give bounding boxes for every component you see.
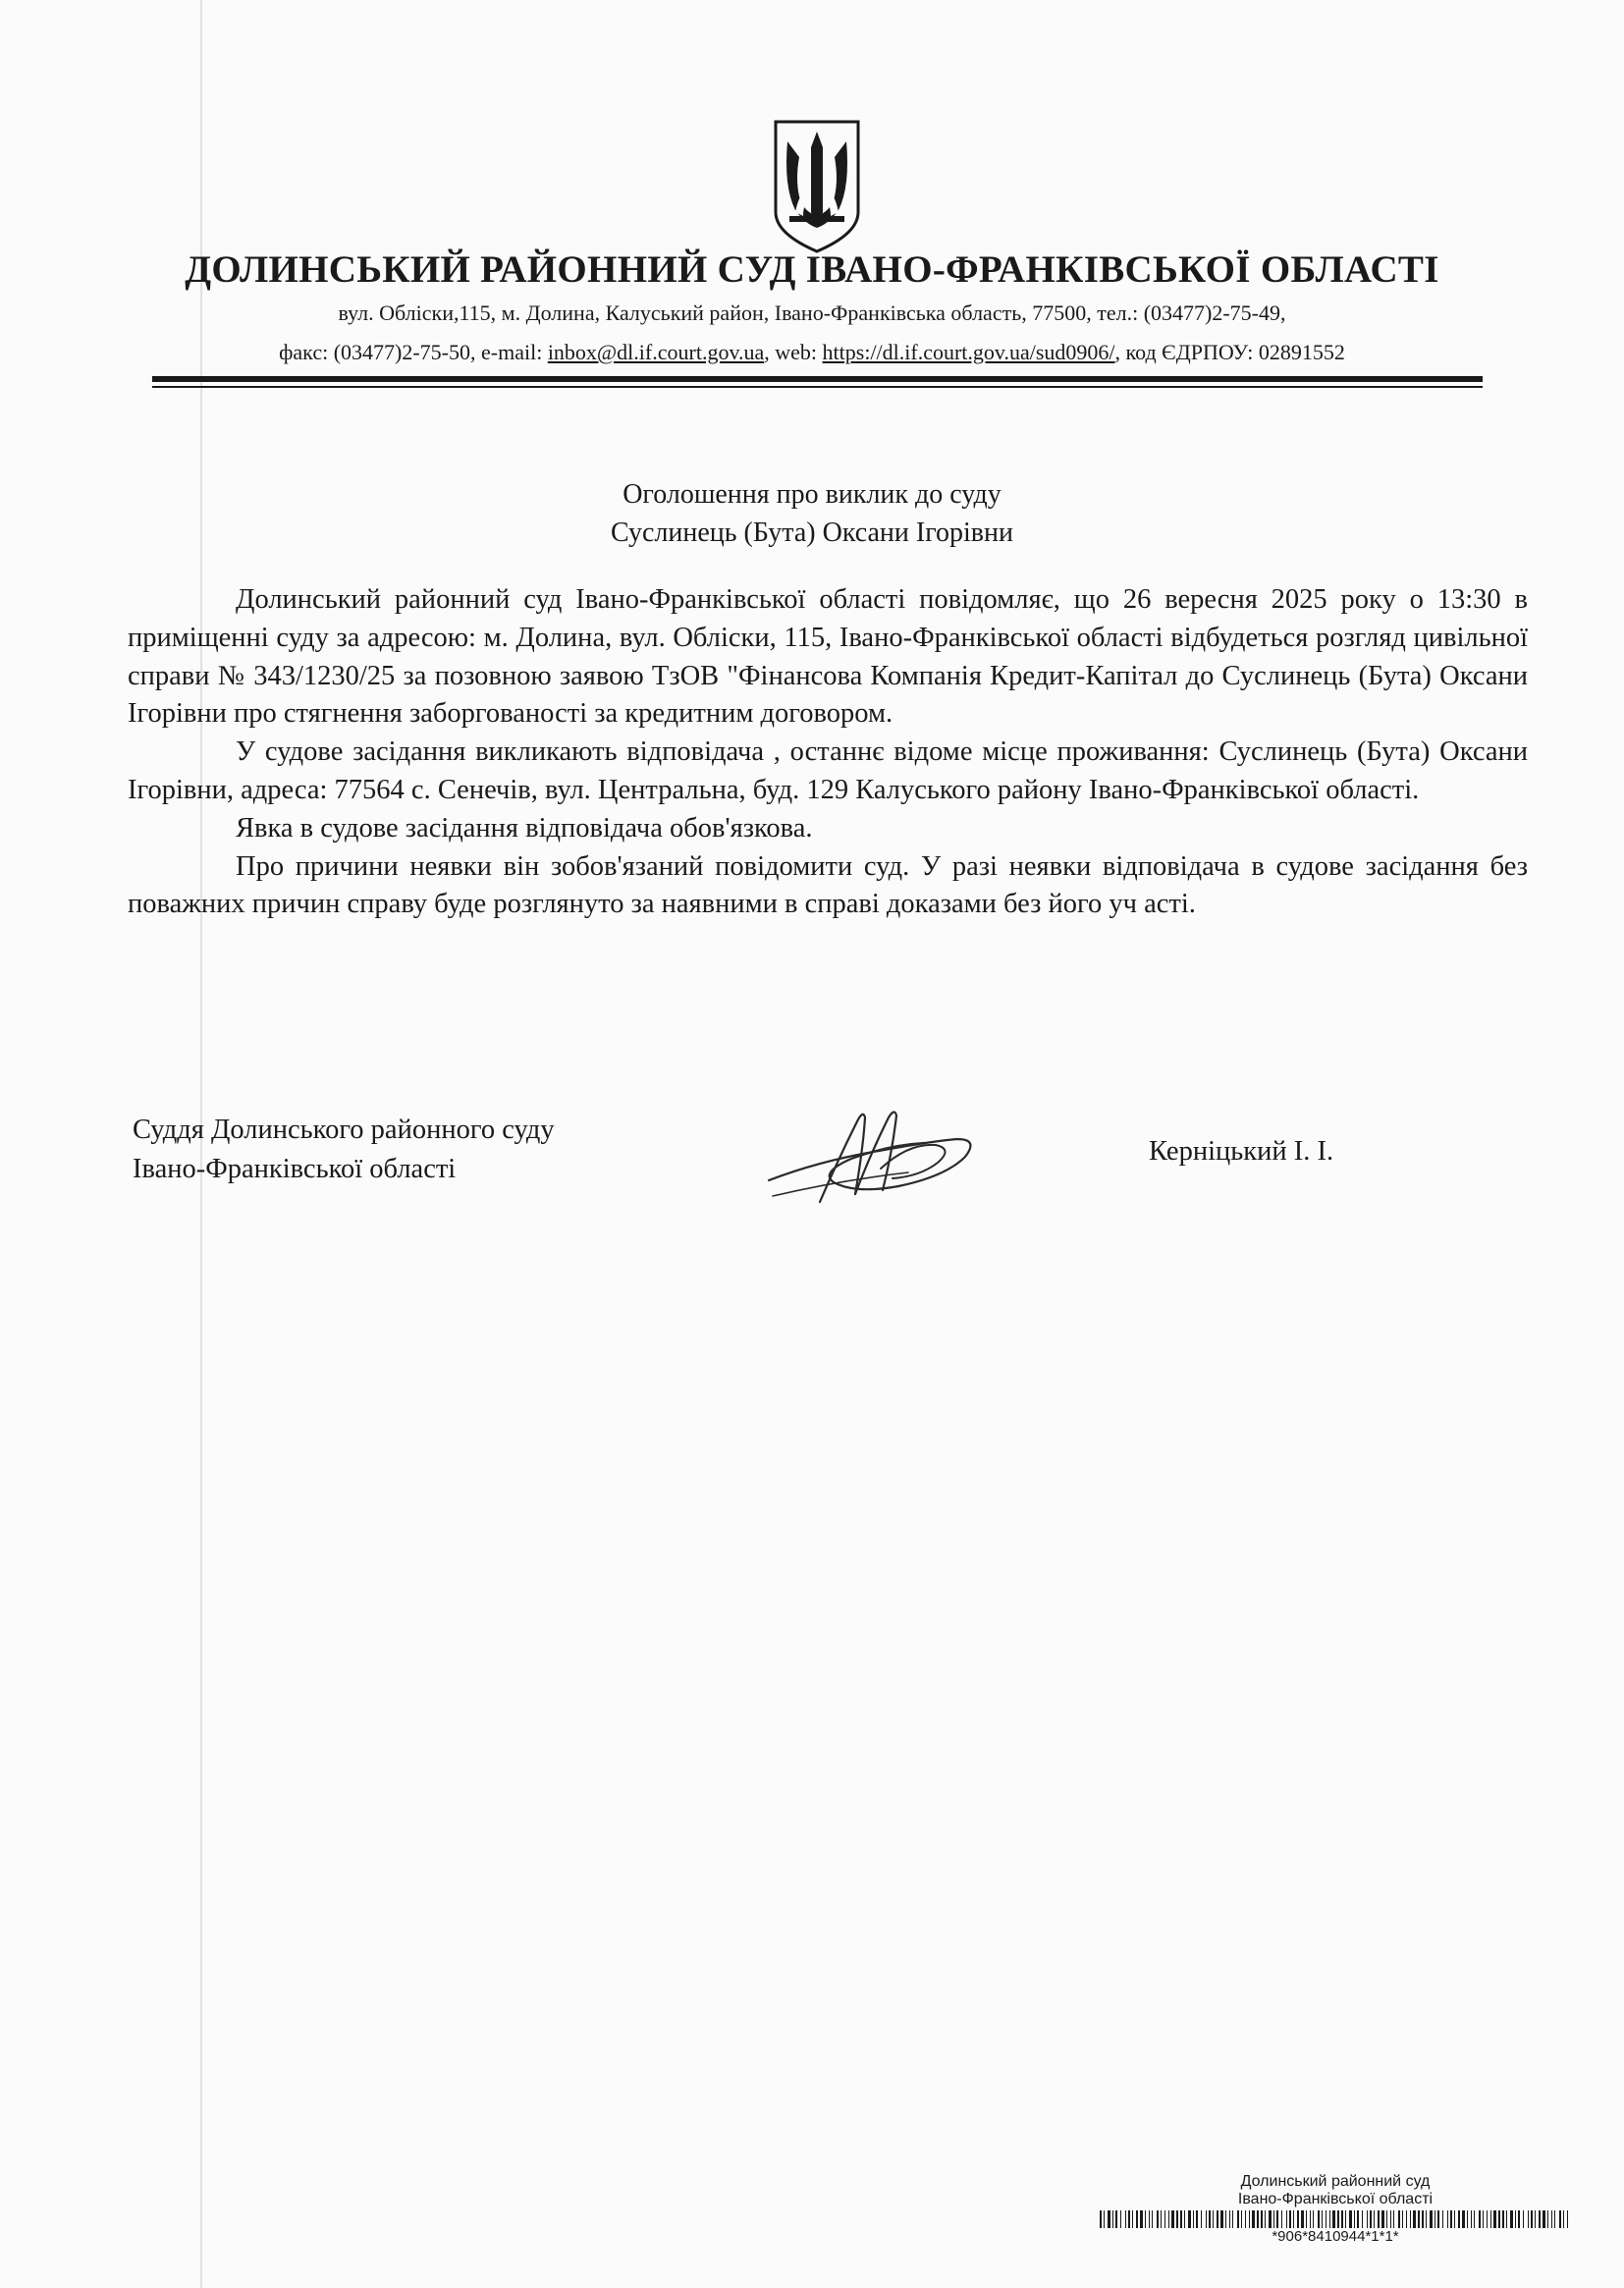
barcode-bar xyxy=(1265,2210,1266,2228)
barcode-bar xyxy=(1345,2210,1346,2228)
barcode-bar xyxy=(1293,2210,1294,2228)
barcode-bar xyxy=(1201,2210,1202,2228)
barcode-icon xyxy=(1100,2210,1571,2228)
barcode-bar xyxy=(1132,2210,1133,2228)
barcode-bar xyxy=(1149,2210,1150,2228)
barcode-bar xyxy=(1220,2210,1223,2228)
barcode-bar xyxy=(1217,2210,1218,2228)
barcode-bar xyxy=(1108,2210,1110,2228)
barcode-bar xyxy=(1289,2210,1291,2228)
barcode-bar xyxy=(1318,2210,1320,2228)
barcode-bar xyxy=(1193,2210,1194,2228)
barcode-bar xyxy=(1115,2210,1117,2228)
barcode-bar xyxy=(1164,2210,1165,2228)
barcode-bar xyxy=(1329,2210,1330,2228)
barcode-bar xyxy=(1171,2210,1174,2228)
barcode-bar xyxy=(1128,2210,1130,2228)
paragraph-attendance: Явка в судове засідання відповідача обов'язкова. xyxy=(236,812,813,844)
barcode-bar xyxy=(1104,2210,1105,2228)
barcode-bar xyxy=(1467,2210,1468,2228)
barcode-bar xyxy=(1168,2210,1169,2228)
barcode-bar xyxy=(1206,2210,1207,2228)
fax-text: факс: (03477)2-75-50, e-mail: xyxy=(279,340,548,364)
barcode-bar xyxy=(1112,2210,1113,2228)
barcode-bar xyxy=(1418,2210,1420,2228)
paragraph-defendant-summons: У судове засідання викликають відповідача , останнє відоме місце проживання: Суслинець (Бута) Оксани Ігорівни, адреса: 77564 с. Сенечів, вул. Центральна, буд. 129 Калуського району Івано-Франківської області. xyxy=(128,736,1528,805)
barcode-bar xyxy=(1506,2210,1507,2228)
barcode-bar xyxy=(1269,2210,1272,2228)
barcode-bar xyxy=(1442,2210,1443,2228)
barcode-bar xyxy=(1257,2210,1259,2228)
judge-name: Керніцький І. І. xyxy=(1149,1136,1334,1167)
barcode-bar xyxy=(1100,2210,1102,2228)
barcode-bar xyxy=(1413,2210,1416,2228)
barcode-bar xyxy=(1510,2210,1513,2228)
court-contacts-line xyxy=(147,340,1477,365)
barcode-bar xyxy=(1471,2210,1472,2228)
barcode-bar xyxy=(1381,2210,1384,2228)
barcode-bar xyxy=(1152,2210,1153,2228)
barcode-bar xyxy=(1402,2210,1403,2228)
barcode-bar xyxy=(1252,2210,1255,2228)
barcode-bar xyxy=(1390,2210,1391,2228)
barcode-bar xyxy=(1515,2210,1516,2228)
barcode-bar xyxy=(1349,2210,1352,2228)
barcode-bar xyxy=(1273,2210,1274,2228)
barcode-bar xyxy=(1157,2210,1159,2228)
barcode-bar xyxy=(1281,2210,1282,2228)
barcode-bar xyxy=(1378,2210,1380,2228)
barcode-bar xyxy=(1426,2210,1427,2228)
barcode-bar xyxy=(1370,2210,1372,2228)
barcode-bar xyxy=(1120,2210,1121,2228)
barcode-bar xyxy=(1232,2210,1233,2228)
barcode-bar xyxy=(1276,2210,1278,2228)
header-divider-thin xyxy=(152,386,1483,388)
barcode-bar xyxy=(1341,2210,1343,2228)
barcode-bar xyxy=(1161,2210,1162,2228)
registry-stamp xyxy=(1080,2173,1591,2245)
barcode-bar xyxy=(1523,2210,1524,2228)
barcode-bar xyxy=(1261,2210,1263,2228)
barcode-bar xyxy=(1301,2210,1304,2228)
court-address-line: вул. Обліски,115, м. Долина, Калуський район, Івано-Франківська область, 77500, тел.: (03477)2-75-49, xyxy=(338,300,1286,325)
judge-position-line2: Івано-Франківської області xyxy=(133,1154,457,1184)
judge-position-line1: Суддя Долинського районного суду xyxy=(133,1115,555,1145)
barcode-bar xyxy=(1374,2210,1375,2228)
barcode-bar xyxy=(1518,2210,1520,2228)
barcode-bar xyxy=(1176,2210,1178,2228)
notice-title: Оголошення про виклик до суду xyxy=(623,479,1001,510)
barcode-bar xyxy=(1410,2210,1411,2228)
paragraph-absence-consequences: Про причини неявки він зобов'язаний повідомити суд. У разі неявки відповідача в судове засідання без поважних причин справу буде розглянуто за наявними в справі доказами без його уч асті. xyxy=(128,850,1528,920)
barcode-bar xyxy=(1458,2210,1460,2228)
trident-emblem-icon xyxy=(770,118,864,255)
barcode-bar xyxy=(1180,2210,1182,2228)
barcode-bar xyxy=(1547,2210,1548,2228)
barcode-bar xyxy=(1450,2210,1452,2228)
barcode-bar xyxy=(1310,2210,1311,2228)
barcode-bar xyxy=(1332,2210,1335,2228)
barcode-bar xyxy=(1567,2210,1568,2228)
barcode-bar xyxy=(1337,2210,1339,2228)
barcode-bar xyxy=(1196,2210,1198,2228)
barcode-bar xyxy=(1322,2210,1323,2228)
barcode-bar xyxy=(1539,2210,1541,2228)
barcode-bar xyxy=(1479,2210,1481,2228)
barcode-bar xyxy=(1437,2210,1439,2228)
website-link[interactable]: https://dl.if.court.gov.ua/sud0906/ xyxy=(822,340,1115,364)
barcode-bar xyxy=(1406,2210,1407,2228)
barcode-bar xyxy=(1487,2210,1488,2228)
barcode-bar xyxy=(1145,2210,1146,2228)
barcode-bar xyxy=(1490,2210,1491,2228)
barcode-bar xyxy=(1225,2210,1226,2228)
barcode-bar xyxy=(1535,2210,1536,2228)
barcode-bar xyxy=(1554,2210,1555,2228)
barcode-bar xyxy=(1531,2210,1533,2228)
barcode-bar xyxy=(1367,2210,1368,2228)
email-link[interactable]: inbox@dl.if.court.gov.ua xyxy=(547,340,765,364)
web-label: , web: xyxy=(764,340,823,364)
notice-body xyxy=(128,581,1528,924)
handwritten-signature xyxy=(761,1100,987,1208)
barcode-bar xyxy=(1136,2210,1138,2228)
barcode-bar xyxy=(1483,2210,1484,2228)
barcode-bar xyxy=(1398,2210,1400,2228)
barcode-bar xyxy=(1393,2210,1394,2228)
barcode-bar xyxy=(1502,2210,1504,2228)
barcode-bar xyxy=(1188,2210,1191,2228)
barcode-bar xyxy=(1454,2210,1455,2228)
barcode-bar xyxy=(1447,2210,1448,2228)
barcode-bar xyxy=(1430,2210,1433,2228)
barcode-bar xyxy=(1245,2210,1246,2228)
barcode-bar xyxy=(1354,2210,1355,2228)
barcode-number: *906*8410944*1*1* xyxy=(1272,2228,1399,2245)
barcode-bar xyxy=(1563,2210,1564,2228)
judge-position xyxy=(133,1111,555,1189)
notice-addressee: Суслинець (Бута) Оксани Ігорівни xyxy=(611,518,1013,548)
barcode-bar xyxy=(1543,2210,1545,2228)
barcode-bar xyxy=(1362,2210,1363,2228)
barcode-bar xyxy=(1498,2210,1500,2228)
paragraph-hearing-info: Долинський районний суд Івано-Франківської області повідомляє, що 26 вересня 2025 року о 13:30 в приміщенні суду за адресою: м. Долина, вул. Обліски, 115, Івано-Франківської області відбудеться розгляд цивільної справи № 343/1230/25 за позовною заявою ТзОВ "Фінансова Компанія Кредит-Капітал до Суслинець (Бута) Оксани Ігорівни про стягнення заборгованості за кредитним договором. xyxy=(128,584,1528,730)
barcode-bar xyxy=(1474,2210,1475,2228)
court-name-heading: ДОЛИНСЬКИЙ РАЙОННИЙ СУД ІВАНО-ФРАНКІВСЬКОЇ ОБЛАСТІ xyxy=(185,248,1439,291)
barcode-bar xyxy=(1493,2210,1496,2228)
barcode-bar xyxy=(1249,2210,1250,2228)
barcode-bar xyxy=(1229,2210,1230,2228)
barcode-bar xyxy=(1462,2210,1465,2228)
barcode-bar xyxy=(1184,2210,1185,2228)
barcode-bar xyxy=(1297,2210,1299,2228)
barcode-bar xyxy=(1125,2210,1126,2228)
header-divider-thick xyxy=(152,376,1483,382)
barcode-bar xyxy=(1237,2210,1239,2228)
barcode-bar xyxy=(1551,2210,1552,2228)
barcode-bar xyxy=(1559,2210,1561,2228)
barcode-bar xyxy=(1140,2210,1143,2228)
barcode-bar xyxy=(1313,2210,1314,2228)
barcode-bar xyxy=(1306,2210,1307,2228)
edrpou-code: , код ЄДРПОУ: 02891552 xyxy=(1114,340,1345,364)
barcode-bar xyxy=(1422,2210,1424,2228)
barcode-bar xyxy=(1528,2210,1529,2228)
barcode-bar xyxy=(1241,2210,1242,2228)
barcode-bar xyxy=(1386,2210,1387,2228)
stamp-region-line: Івано-Франківської області xyxy=(1237,2191,1434,2207)
barcode-bar xyxy=(1286,2210,1287,2228)
barcode-bar xyxy=(1213,2210,1214,2228)
barcode-bar xyxy=(1209,2210,1211,2228)
stamp-court-line: Долинський районний суд xyxy=(1240,2173,1431,2190)
barcode-bar xyxy=(1357,2210,1359,2228)
